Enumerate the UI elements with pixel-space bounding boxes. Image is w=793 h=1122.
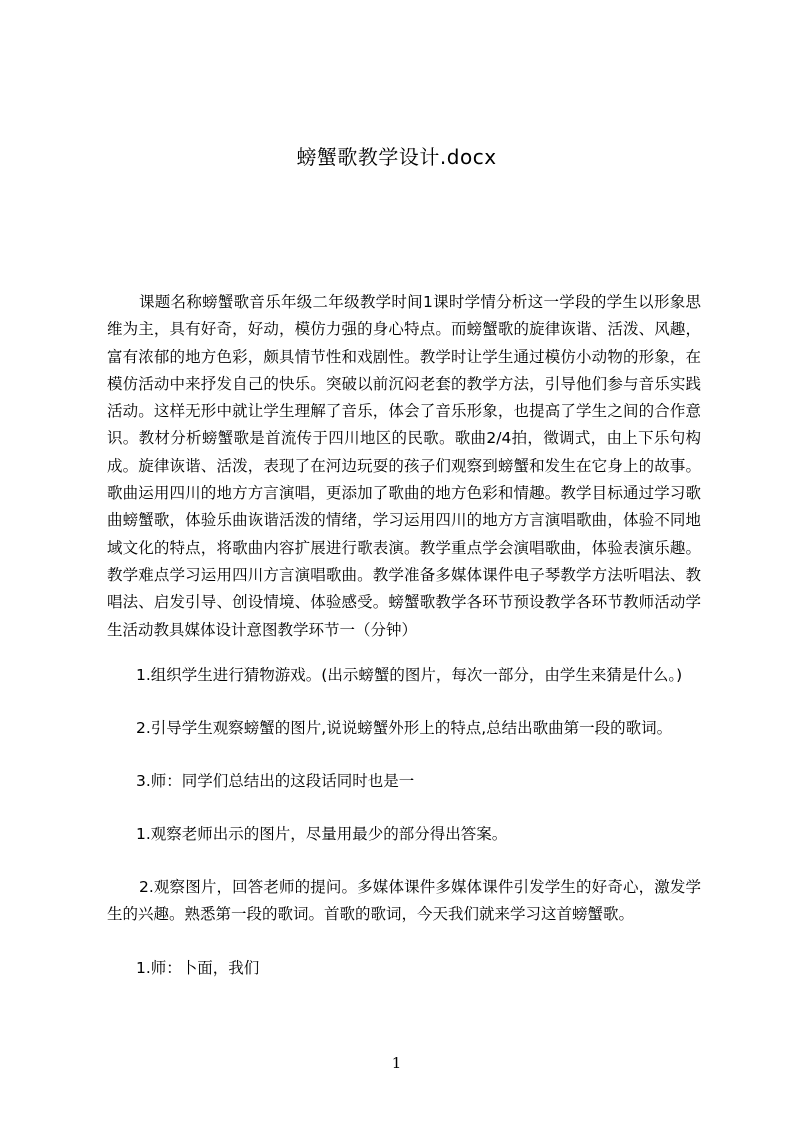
student-item-2: 2.观察图片，回答老师的提问。多媒体课件多媒体课件引发学生的好奇心，激发学生的兴趣。熟悉第一段的歌词。首歌的歌词，今天我们就来学习这首螃蟹歌。: [107, 878, 701, 924]
page-number: 1: [391, 1054, 402, 1072]
intro-paragraph: 课题名称螃蟹歌音乐年级二年级教学时间1课时学情分析这一学段的学生以形象思维为主，具有好奇，好动，模仿力强的身心特点。而螃蟹歌的旋律诙谐、活泼、风趣，富有浓郁的地方色彩，颇具情节性和戏剧性。教学时让学生通过模仿小动物的形象，在模仿活动中来抒发自己的快乐。突破以前沉闷老套的教学方法，引导他们参与音乐实践活动。这样无形中就让学生理解了音乐，体会了音乐形象，也提高了学生之间的合作意识。教材分析螃蟹歌是首流传于四川地区的民歌。歌曲2/4拍，徵调式，由上下乐句构成。旋律诙谐、活泼，表现了在河边玩耍的孩子们观察到螃蟹和发生在它身上的故事。歌曲运用四川的地方方言演唱，更添加了歌曲的地方色彩和情趣。教学目标通过学习歌曲螃蟹歌，体验乐曲诙谐活泼的情绪，学习运用四川的地方方言演唱歌曲，体验不同地域文化的特点，将歌曲内容扩展进行歌表演。教学重点学会演唱歌曲，体验表演乐趣。教学难点学习运用四川方言演唱歌曲。教学准备多媒体课件电子琴教学方法听唱法、教唱法、启发引导、创设情境、体验感受。螃蟹歌教学各环节预设教学各环节教师活动学生活动教具媒体设计意图教学环节一（分钟）: [107, 293, 701, 639]
student-item-1: 1.观察老师出示的图片，尽量用最少的部分得出答案。: [136, 825, 508, 843]
step-item-2: 2.引导学生观察螃蟹的图片,说说螃蟹外形上的特点,总结出歌曲第一段的歌词。: [136, 719, 673, 737]
step-item-4: 1.师：卜面，我们: [136, 959, 260, 977]
step-item-3: 3.师：同学们总结出的这段话同时也是一: [136, 772, 415, 790]
document-title: 螃蟹歌教学设计.docx: [296, 145, 497, 169]
intro-paragraph-block: [107, 289, 701, 644]
step-item-1: 1.组织学生进行猜物游戏。(出示螃蟹的图片，每次一部分，由学生来猜是什么。): [136, 666, 683, 684]
